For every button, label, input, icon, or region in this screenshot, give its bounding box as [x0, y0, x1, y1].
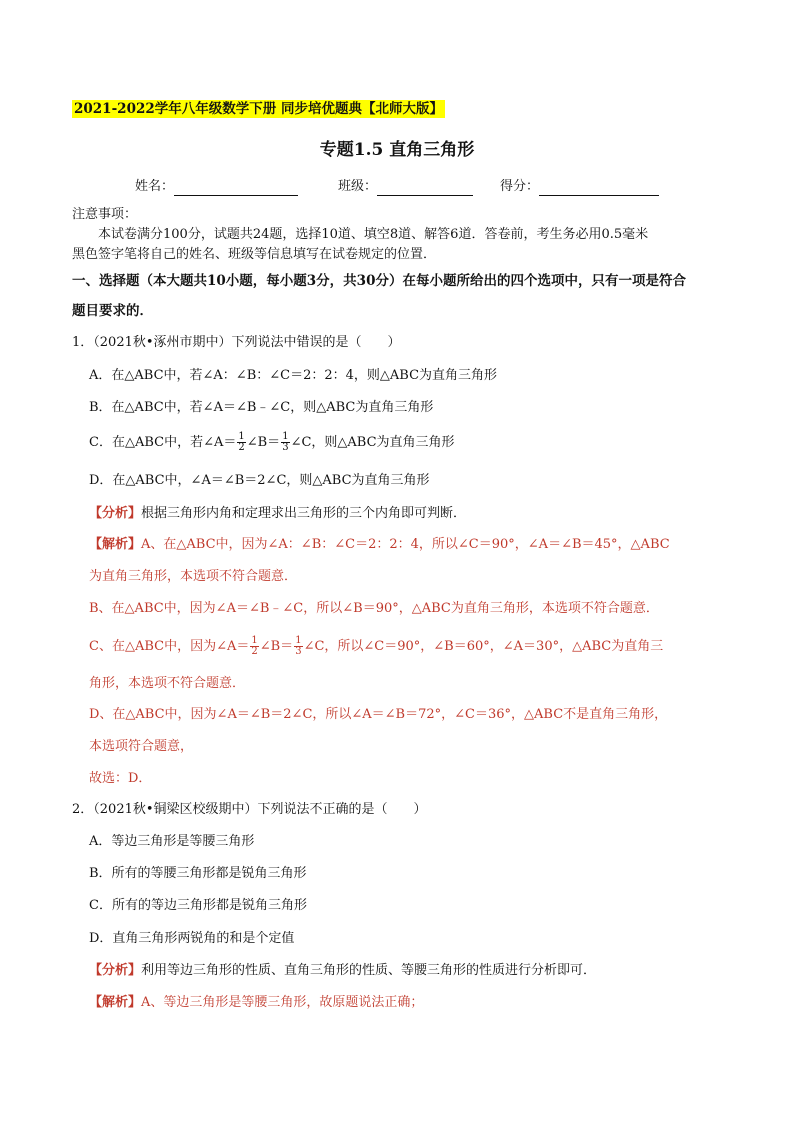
class-label: 班级： — [338, 179, 378, 194]
q1-option-c-mid: ∠B＝ — [246, 435, 281, 450]
class-field[interactable] — [338, 178, 473, 196]
name-label: 姓名： — [135, 179, 175, 194]
notice-line-1: 本试卷满分100分，试题共24题，选择10道、填空8道、解答6道．答卷前，考生务必用0.5毫米 — [98, 227, 649, 242]
notice-heading: 注意事项： — [72, 207, 138, 222]
q2-option-c: C．所有的等边三角形都是锐角三角形 — [89, 898, 307, 913]
section-heading-2: 题目要求的． — [72, 303, 153, 319]
q1-solution-b: B、在△ABC中，因为∠A＝∠B﹣∠C，所以∠B＝90°，△ABC为直角三角形，本选项不符合题意． — [89, 601, 659, 616]
section-heading-1: 一、选择题（本大题共10小题，每小题3分，共30分）在每小题所给出的四个选项中，只有一项是符合 — [72, 273, 686, 289]
score-label: 得分： — [500, 179, 540, 194]
q1-option-d: D．在△ABC中，∠A＝∠B＝2∠C，则△ABC为直角三角形 — [89, 473, 430, 488]
q1-option-a: A．在△ABC中，若∠A：∠B：∠C＝2：2：4，则△ABC为直角三角形 — [89, 368, 498, 383]
q1-stem: 1．（2021秋•涿州市期中）下列说法中错误的是（ ） — [72, 335, 401, 350]
q1-option-c-pre: C．在△ABC中，若∠A＝ — [89, 435, 237, 450]
q1-option-b: B．在△ABC中，若∠A＝∠B﹣∠C，则△ABC为直角三角形 — [89, 400, 434, 415]
analysis-text: 根据三角形内角和定理求出三角形的三个内角即可判断． — [141, 506, 467, 521]
series-banner: 2021-2022学年八年级数学下册 同步培优题典【北师大版】 — [74, 101, 443, 117]
score-blank[interactable] — [539, 195, 659, 196]
q1-option-c — [89, 430, 455, 456]
q2-option-d: D．直角三角形两锐角的和是个定值 — [89, 931, 295, 946]
q1-solution-d1: D、在△ABC中，因为∠A＝∠B＝2∠C，所以∠A＝∠B＝72°，∠C＝36°，△ABC不是直角三角形， — [89, 707, 668, 722]
fraction-half-solution: $\frac{1}{2}$ — [251, 635, 258, 657]
analysis-tag: 【分析】 — [89, 506, 142, 521]
q1-solution-c: C、在△ABC中，因为∠A＝ $\frac{1}{2}$ ∠B＝ $\frac{1}{3}$ ∠C，所以∠C＝90°，∠B＝60°，∠A＝30°，△ABC为直角三 — [89, 635, 664, 657]
q2-analysis: 【分析】利用等边三角形的性质、直角三角形的性质、等腰三角形的性质进行分析即可． — [89, 963, 597, 978]
fraction-third-solution: $\frac{1}{3}$ — [295, 635, 302, 657]
q1-solution-a1: 【解析】A、在△ABC中，因为∠A：∠B：∠C＝2：2：4，所以∠C＝90°，∠A＝∠B＝45°，△ABC — [89, 537, 670, 552]
q2-option-a: A．等边三角形是等腰三角形 — [89, 834, 255, 849]
notice-line-2: 黑色签字笔将自己的姓名、班级等信息填写在试卷规定的位置． — [72, 247, 437, 262]
page-title: 专题1.5 直角三角形 — [319, 140, 475, 160]
solution-tag: 【解析】 — [89, 537, 142, 552]
q1-option-c-post: ∠C，则△ABC为直角三角形 — [290, 435, 455, 450]
q2-solution-a: 【解析】A、等边三角形是等腰三角形，故原题说法正确； — [89, 995, 424, 1010]
name-blank[interactable] — [174, 195, 298, 196]
q2-option-b: B．所有的等腰三角形都是锐角三角形 — [89, 866, 307, 881]
q1-solution-a2: 为直角三角形，本选项不符合题意． — [89, 569, 298, 584]
fraction-third: $\frac{1}{3}$ — [282, 431, 289, 453]
name-field[interactable] — [135, 178, 298, 196]
q1-analysis — [89, 505, 466, 523]
fraction-half: $\frac{1}{2}$ — [238, 431, 245, 453]
q1-answer: 故选：D． — [89, 771, 152, 786]
score-field[interactable] — [500, 178, 659, 196]
q1-solution-d2: 本选项符合题意， — [89, 739, 194, 754]
class-blank[interactable] — [377, 195, 473, 196]
q1-solution-c2: 角形，本选项不符合题意． — [89, 676, 246, 691]
q2-stem: 2．（2021秋•铜梁区校级期中）下列说法不正确的是（ ） — [72, 802, 427, 817]
